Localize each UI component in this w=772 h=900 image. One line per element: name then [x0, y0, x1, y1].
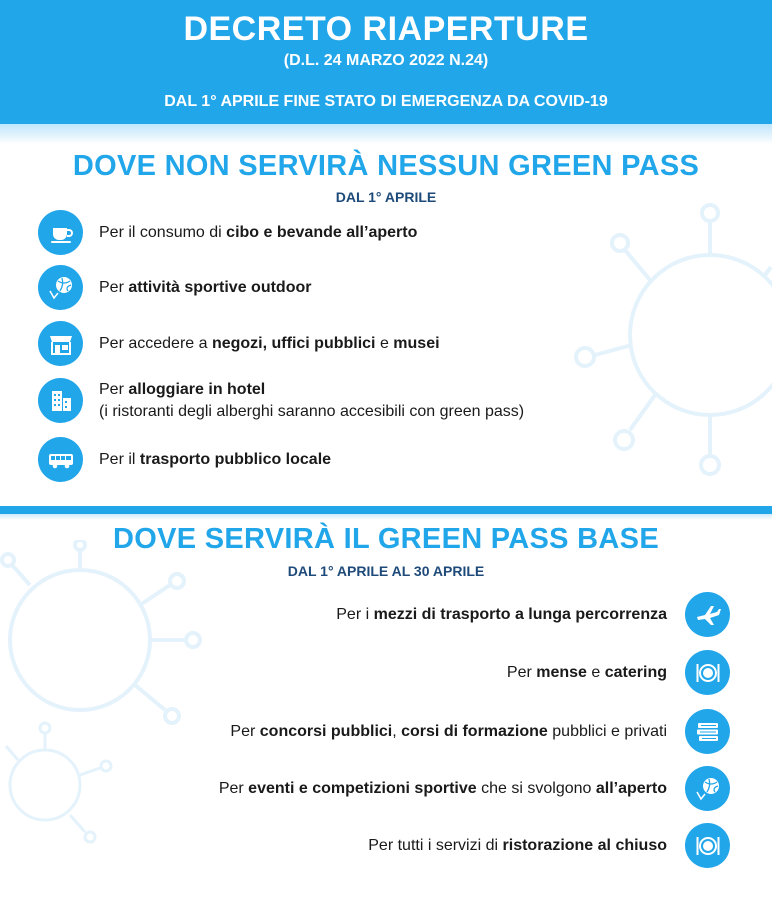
list-item — [219, 766, 730, 811]
list-item — [38, 378, 524, 423]
page-title: DECRETO RIAPERTURE — [183, 10, 589, 48]
list-item-text: Per attività sportive outdoor — [99, 278, 312, 296]
bus-icon — [38, 437, 83, 482]
section-title-no-green-pass: DOVE NON SERVIRÀ NESSUN GREEN PASS — [72, 150, 700, 182]
list-item-text: Per il trasporto pubblico locale — [99, 450, 332, 468]
hotel-building-icon — [38, 378, 83, 423]
section-subtitle: DAL 1° APRILE — [335, 189, 437, 205]
plate-cutlery-icon — [685, 650, 730, 695]
decree-reference: (D.L. 24 MARZO 2022 N.24) — [283, 52, 489, 69]
list-item — [230, 709, 730, 754]
list-item-text: Per alloggiare in hotel (i ristoranti degli alberghi saranno accesibili con green pass) — [99, 380, 525, 420]
list-item-text: Per i mezzi di trasporto a lunga percorrenza — [336, 605, 667, 623]
section-title-green-pass-base: DOVE SERVIRÀ IL GREEN PASS BASE — [113, 523, 659, 555]
plate-cutlery-icon — [685, 823, 730, 868]
section-subtitle: DAL 1° APRILE AL 30 APRILE — [287, 563, 485, 579]
list-item — [38, 265, 311, 310]
list-item-text: Per il consumo di cibo e bevande all’aperto — [99, 223, 418, 241]
list-item-text: Per accedere a negozi, uffici pubblici e musei — [99, 334, 440, 352]
virus-decoration-icon — [0, 720, 120, 850]
section-divider-shadow — [0, 514, 772, 520]
virus-decoration-icon — [560, 195, 772, 495]
list-item — [336, 592, 730, 637]
books-icon — [685, 709, 730, 754]
shop-icon — [38, 321, 83, 366]
list-item-text: Per eventi e competizioni sportive che si svolgono all’aperto — [218, 779, 667, 797]
list-item — [368, 823, 730, 868]
header-banner — [0, 0, 772, 126]
list-item-text: Per mense e catering — [506, 663, 667, 681]
section-divider — [0, 506, 772, 514]
list-item — [38, 321, 440, 366]
header-note: DAL 1° APRILE FINE STATO DI EMERGENZA DA COVID-19 — [164, 93, 608, 110]
list-item-text: Per tutti i servizi di ristorazione al chiuso — [368, 836, 667, 854]
list-item — [38, 210, 417, 255]
list-item-text: Per concorsi pubblici, corsi di formazione pubblici e privati — [230, 722, 667, 740]
volleyball-icon — [685, 766, 730, 811]
list-item — [507, 650, 730, 695]
header-shadow-band — [0, 124, 772, 144]
airplane-icon — [685, 592, 730, 637]
coffee-cup-icon — [38, 210, 83, 255]
volleyball-icon — [38, 265, 83, 310]
list-item — [38, 437, 331, 482]
